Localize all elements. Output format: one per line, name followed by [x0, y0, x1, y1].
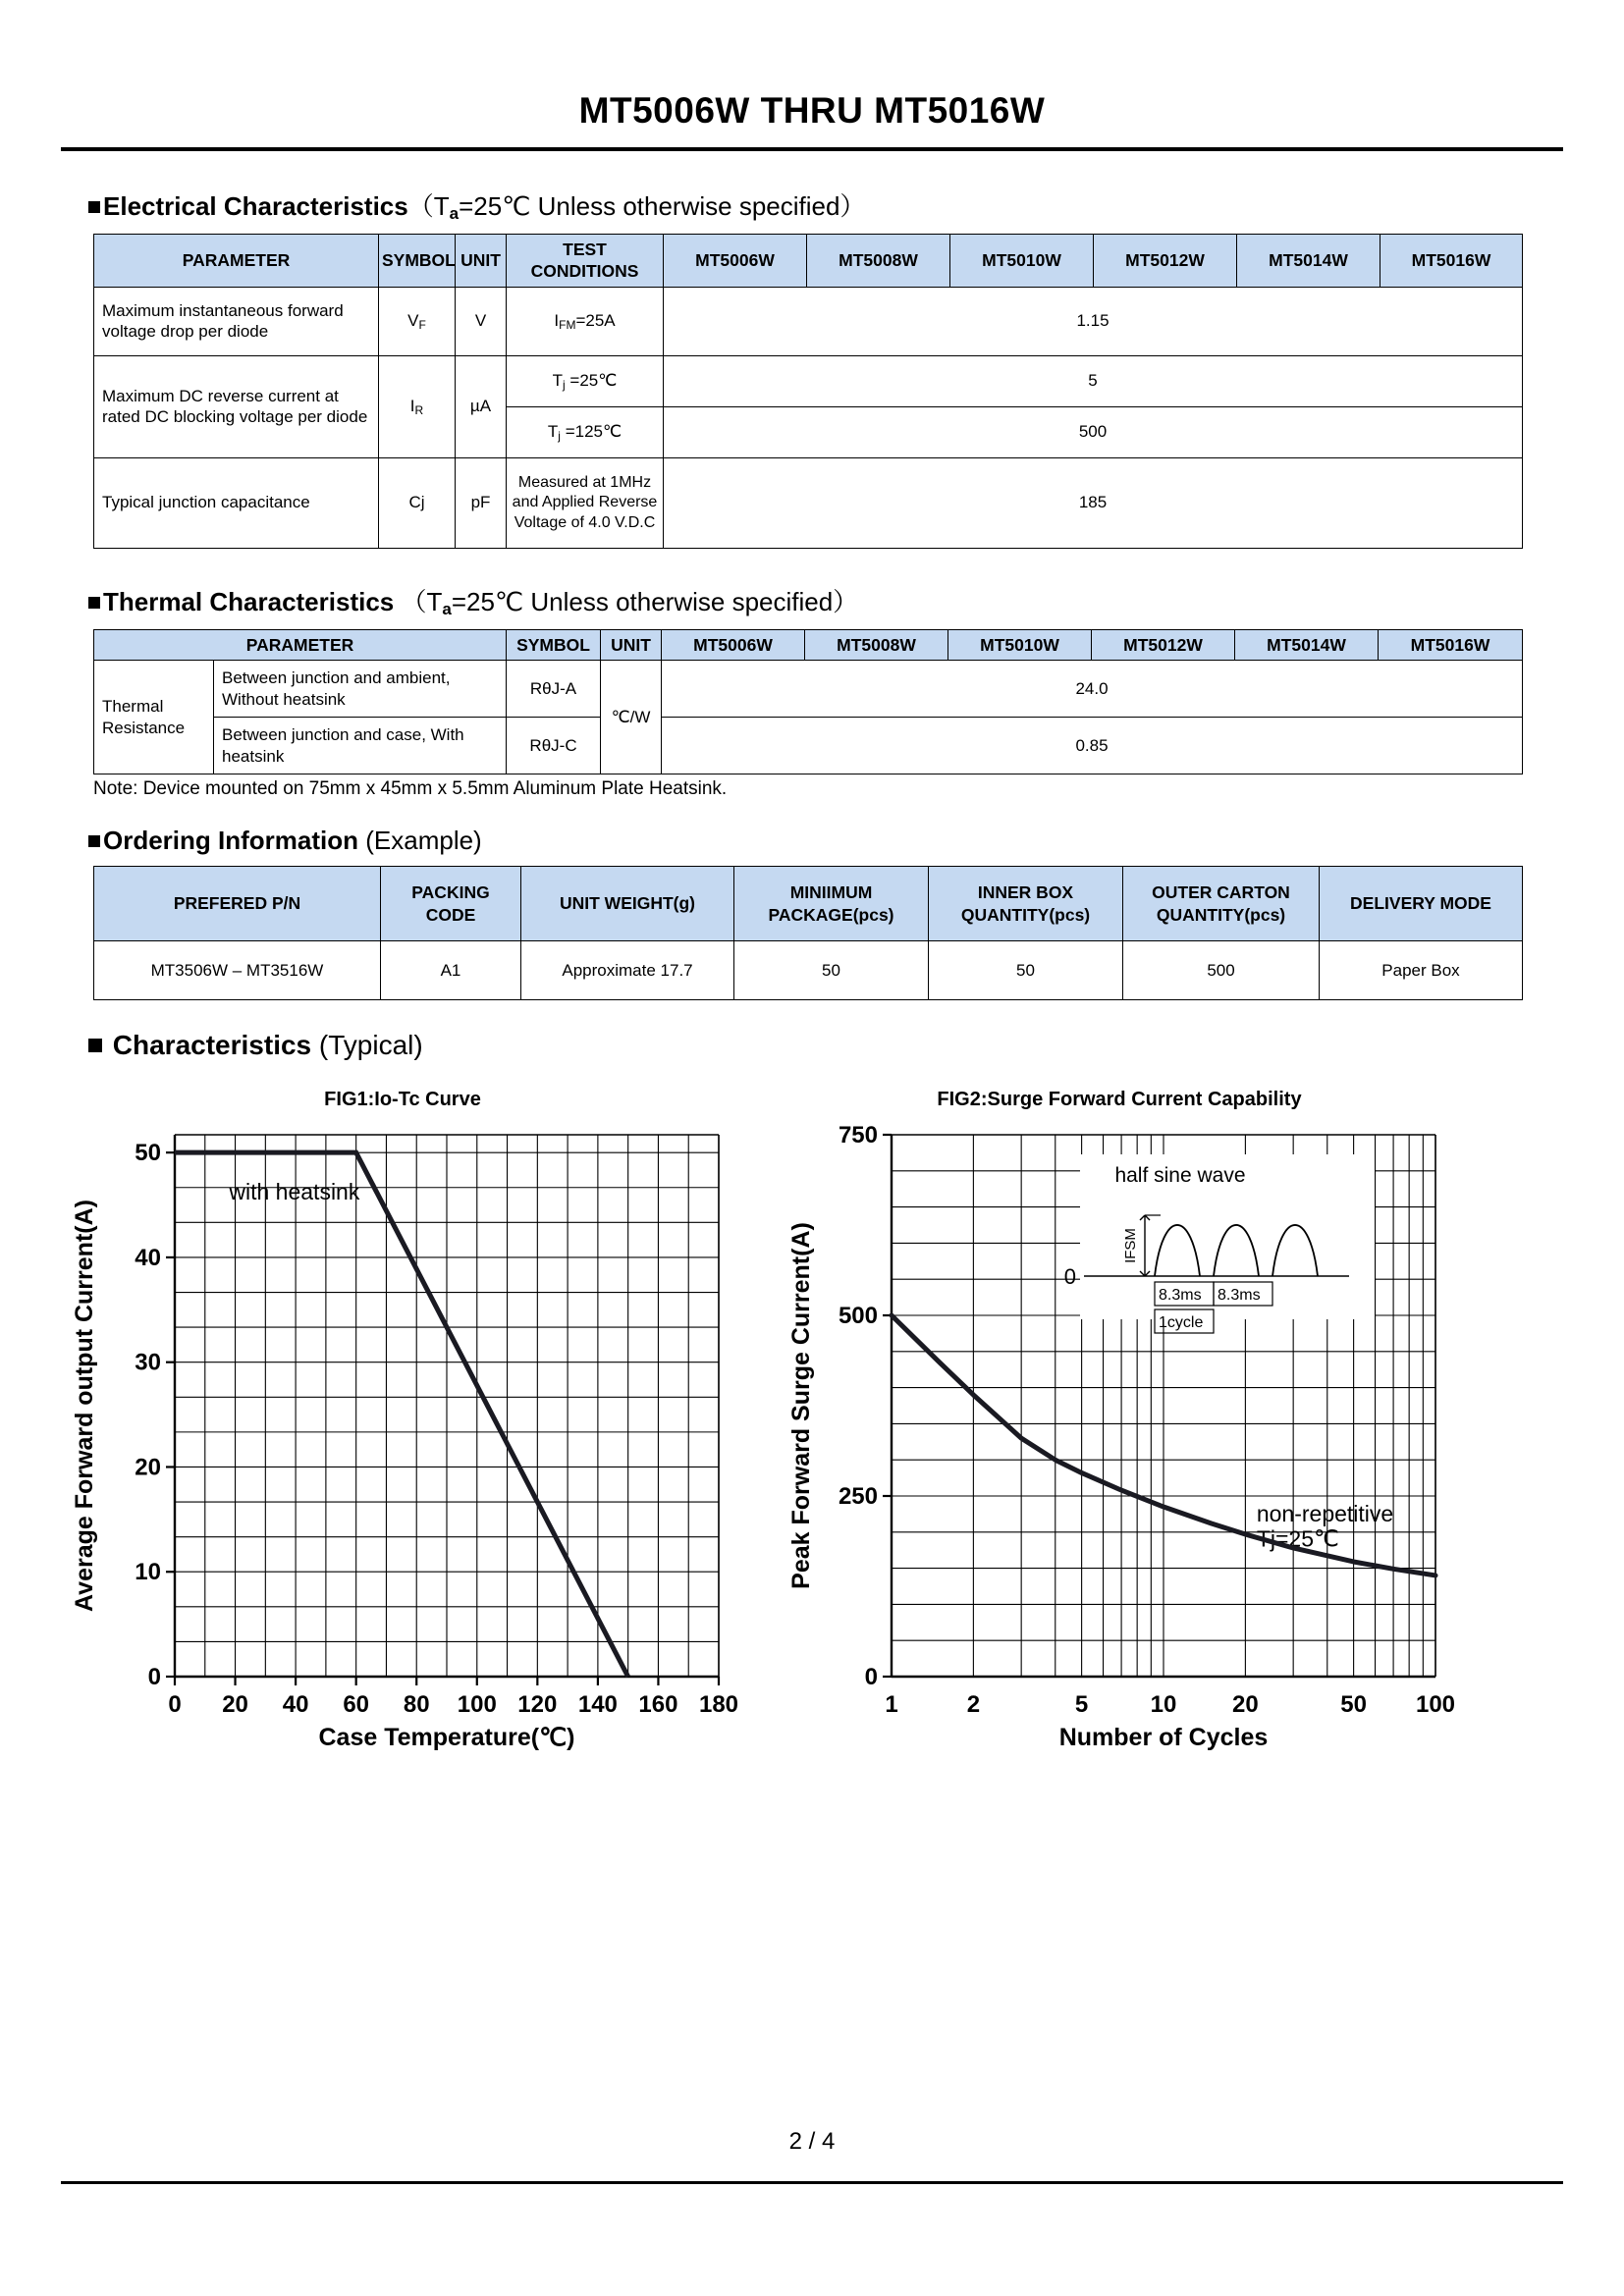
cell-order-unit-weight: Approximate 17.7	[521, 941, 734, 1000]
electrical-header-row	[94, 235, 1523, 288]
fig1-x-tick-label: 180	[698, 1691, 739, 1719]
col-mt5016w: MT5016W	[1380, 235, 1523, 288]
cell-condition-cj: Measured at 1MHz and Applied Reverse Voltage of 4.0 V.D.C	[507, 457, 664, 548]
fig1-plot	[59, 1117, 746, 1785]
fig1-y-tick-label: 40	[135, 1245, 161, 1272]
fig2-x-tick-label: 1	[885, 1691, 898, 1719]
table-row	[94, 941, 1523, 1000]
page-title: MT5006W THRU MT5016W	[578, 90, 1046, 131]
col-mt5014w: MT5014W	[1237, 235, 1380, 288]
fig1-y-tick-label: 50	[135, 1140, 161, 1167]
cond-rest: =125℃	[560, 421, 623, 441]
hdr-line: PACKING	[411, 882, 490, 903]
cond-main: T	[547, 421, 559, 441]
fig2-x-tick-label: 2	[966, 1691, 981, 1719]
fig2-x-tick-label: 5	[1074, 1691, 1089, 1719]
fig1-x-tick-label: 120	[517, 1691, 558, 1719]
fig1-annotation: with heatsink	[229, 1179, 360, 1205]
fig1-grid	[175, 1135, 719, 1677]
fig2-x-tick-label: 100	[1415, 1691, 1456, 1719]
electrical-heading-cond-rest: =25℃ Unless otherwise specified）	[459, 191, 866, 221]
thermal-header-row	[94, 629, 1523, 660]
cond-main: I	[554, 310, 560, 330]
col-inner-box-quantity	[929, 867, 1123, 941]
square-bullet-icon	[88, 201, 100, 213]
cell-value-vf: 1.15	[664, 287, 1523, 355]
cell-parameter-vf: Maximum instantaneous forward voltage drop per diode	[94, 287, 379, 355]
ordering-heading-rest: (Example)	[365, 826, 482, 856]
col-unit-weight	[521, 867, 734, 941]
cell-symbol-ir	[379, 355, 456, 457]
ordering-header-row	[94, 867, 1523, 941]
fig1-y-tick-label: 30	[135, 1349, 161, 1376]
col-mt5016w: MT5016W	[1379, 629, 1523, 660]
hdr-line: PACKAGE(pcs)	[768, 904, 894, 925]
hdr-line: INNER BOX	[977, 882, 1074, 903]
hdr-line: MINIIMUM	[789, 882, 873, 903]
hdr-line: QUANTITY(pcs)	[1156, 904, 1286, 925]
cell-symbol-vf	[379, 287, 456, 355]
thermal-heading-cond-rest: =25℃ Unless otherwise specified）	[451, 586, 859, 616]
fig1-x-tick-label: 0	[168, 1691, 182, 1719]
cell-order-outer-carton: 500	[1123, 941, 1320, 1000]
col-mt5014w: MT5014W	[1235, 629, 1379, 660]
col-unit: UNIT	[601, 629, 662, 660]
thermal-heading-text: Thermal Characteristics	[103, 586, 395, 616]
cell-order-delivery-mode: Paper Box	[1320, 941, 1523, 1000]
cell-value-ir-25: 5	[664, 355, 1523, 406]
cond-sub: j	[563, 377, 566, 392]
fig2-inset-ifsm-label: IFSM	[1122, 1228, 1139, 1264]
cell-condition-ifm	[507, 287, 664, 355]
col-delivery-mode	[1320, 867, 1523, 941]
cell-value-ir-125: 500	[664, 406, 1523, 457]
fig2-chart	[776, 1089, 1463, 1789]
fig2-y-tick-label: 250	[838, 1483, 878, 1511]
electrical-heading-cond-sub: a	[449, 204, 460, 223]
cell-desc-ja: Between junction and ambient, Without heatsink	[214, 661, 507, 718]
characteristics-charts	[0, 1089, 1624, 1789]
fig1-series-line	[175, 1152, 628, 1677]
fig1-x-tick-label: 20	[222, 1691, 248, 1719]
thermal-heading-cond-sub: a	[442, 599, 452, 618]
col-packing-code	[381, 867, 521, 941]
fig1-y-tick-label: 20	[135, 1454, 161, 1481]
fig1-x-tick-label: 80	[403, 1691, 430, 1719]
fig2-x-tick-label: 10	[1150, 1691, 1177, 1719]
symbol-sub: R	[414, 402, 424, 417]
fig2-annotation: Tj=25℃	[1256, 1525, 1339, 1552]
thermal-characteristics-table	[93, 629, 1523, 774]
thermal-heading-cond-open: （T	[401, 586, 443, 616]
thermal-characteristics-heading	[88, 582, 1624, 619]
characteristics-heading-rest: (Typical)	[318, 1030, 423, 1061]
ordering-information-table	[93, 866, 1523, 1000]
symbol-main: V	[407, 310, 419, 330]
cell-thermal-resistance-label: Thermal Resistance	[94, 661, 214, 774]
fig1-y-tick-label: 0	[147, 1664, 161, 1691]
table-row	[94, 287, 1523, 355]
cond-sub: j	[558, 428, 561, 443]
electrical-heading-text: Electrical Characteristics	[103, 191, 408, 221]
characteristics-heading-text: Characteristics	[112, 1030, 312, 1061]
col-symbol: SYMBOL	[379, 235, 456, 288]
fig1-x-tick-label: 60	[343, 1691, 370, 1719]
electrical-heading-cond-open: （T	[407, 191, 450, 221]
table-row	[94, 718, 1523, 774]
ordering-heading-text: Ordering Information	[103, 826, 358, 856]
cond-sub: FM	[559, 317, 576, 332]
col-outer-carton-quantity	[1123, 867, 1320, 941]
hdr-line: CODE	[425, 904, 476, 925]
fig2-x-tick-label: 50	[1340, 1691, 1367, 1719]
cell-order-inner-box: 50	[929, 941, 1123, 1000]
col-test-conditions: TEST CONDITIONS	[507, 235, 664, 288]
thermal-note: Note: Device mounted on 75mm x 45mm x 5.5mm Aluminum Plate Heatsink.	[93, 778, 728, 800]
fig2-annotation: non-repetitive	[1256, 1500, 1394, 1526]
hdr-line: OUTER CARTON	[1152, 882, 1290, 903]
cell-unit-pf: pF	[456, 457, 507, 548]
electrical-characteristics-heading	[88, 187, 1624, 224]
col-mt5008w: MT5008W	[805, 629, 948, 660]
cell-desc-jc: Between junction and case, With heatsink	[214, 718, 507, 774]
fig1-title: FIG1:Io-Tc Curve	[324, 1089, 481, 1111]
cond-rest: =25℃	[565, 370, 618, 390]
fig1-x-tick-label: 140	[577, 1691, 618, 1719]
cell-condition-tj125	[507, 406, 664, 457]
fig1-x-tick-label: 40	[282, 1691, 309, 1719]
col-mt5006w: MT5006W	[662, 629, 805, 660]
cell-symbol-rja: RθJ-A	[507, 661, 601, 718]
cell-unit-v: V	[456, 287, 507, 355]
cond-rest: =25A	[575, 310, 616, 330]
cell-value-cj: 185	[664, 457, 1523, 548]
cell-symbol-rjc: RθJ-C	[507, 718, 601, 774]
fig1-x-axis-label: Case Temperature(℃)	[318, 1724, 575, 1752]
cell-unit-cw: ℃/W	[601, 661, 662, 774]
fig1-x-tick-label: 100	[457, 1691, 497, 1719]
fig2-y-tick-label: 750	[838, 1122, 878, 1149]
electrical-characteristics-table	[93, 234, 1523, 549]
cond-main: T	[552, 370, 564, 390]
hdr-line: QUANTITY(pcs)	[960, 904, 1091, 925]
hdr-line: DELIVERY MODE	[1350, 893, 1491, 914]
characteristics-heading	[88, 1030, 1624, 1061]
fig2-inset-zero-label: 0	[1063, 1264, 1076, 1290]
page-number: 2 / 4	[788, 2128, 836, 2155]
col-mt5008w: MT5008W	[807, 235, 950, 288]
col-minimum-package	[734, 867, 929, 941]
fig1-chart	[59, 1089, 746, 1789]
ordering-information-heading	[88, 826, 1624, 856]
fig2-title: FIG2:Surge Forward Current Capability	[937, 1089, 1302, 1111]
fig1-x-tick-label: 160	[638, 1691, 678, 1719]
fig2-inset-half-sine-wave	[1064, 1154, 1375, 1333]
fig2-inset-halfperiod-1: 8.3ms	[1159, 1287, 1202, 1305]
fig2-inset-halfperiod-2: 8.3ms	[1218, 1287, 1261, 1305]
hdr-line: PREFERED P/N	[173, 893, 301, 914]
symbol-main: I	[409, 396, 415, 415]
fig2-inset-cycle-label: 1cycle	[1159, 1314, 1204, 1332]
cell-symbol-cj: Cj	[379, 457, 456, 548]
table-row	[94, 661, 1523, 718]
title-divider	[61, 147, 1563, 151]
fig2-x-tick-label: 20	[1232, 1691, 1259, 1719]
col-mt5006w: MT5006W	[664, 235, 807, 288]
table-row	[94, 355, 1523, 406]
fig2-y-axis-label: Peak Forward Surge Current(A)	[787, 1222, 815, 1590]
col-unit: UNIT	[456, 235, 507, 288]
cell-value-rja: 24.0	[662, 661, 1523, 718]
col-symbol: SYMBOL	[507, 629, 601, 660]
fig2-inset-title: half sine wave	[1114, 1164, 1246, 1188]
cell-value-rjc: 0.85	[662, 718, 1523, 774]
cell-unit-ua: µA	[456, 355, 507, 457]
fig2-plot	[776, 1117, 1463, 1785]
fig1-y-tick-label: 10	[135, 1559, 161, 1586]
col-mt5010w: MT5010W	[948, 629, 1092, 660]
fig2-x-axis-label: Number of Cycles	[1058, 1724, 1269, 1752]
hdr-line: UNIT WEIGHT(g)	[559, 893, 696, 914]
col-parameter: PARAMETER	[94, 235, 379, 288]
fig2-y-tick-label: 0	[864, 1664, 878, 1691]
cell-parameter-ir: Maximum DC reverse current at rated DC blocking voltage per diode	[94, 355, 379, 457]
square-bullet-icon	[88, 835, 100, 847]
col-mt5012w: MT5012W	[1094, 235, 1237, 288]
footer-divider	[61, 2181, 1563, 2184]
cell-condition-tj25	[507, 355, 664, 406]
col-prefered-pn	[94, 867, 381, 941]
cell-order-pn: MT3506W – MT3516W	[94, 941, 381, 1000]
symbol-sub: F	[418, 317, 426, 332]
col-parameter: PARAMETER	[94, 629, 507, 660]
cell-order-min-package: 50	[734, 941, 929, 1000]
fig2-y-tick-label: 500	[838, 1303, 878, 1330]
table-row	[94, 457, 1523, 548]
col-mt5010w: MT5010W	[950, 235, 1094, 288]
square-bullet-icon	[88, 1039, 102, 1052]
cell-parameter-cj: Typical junction capacitance	[94, 457, 379, 548]
col-mt5012w: MT5012W	[1092, 629, 1235, 660]
cell-order-packing-code: A1	[381, 941, 521, 1000]
fig1-y-axis-label: Average Forward output Current(A)	[71, 1200, 98, 1613]
square-bullet-icon	[88, 597, 100, 609]
